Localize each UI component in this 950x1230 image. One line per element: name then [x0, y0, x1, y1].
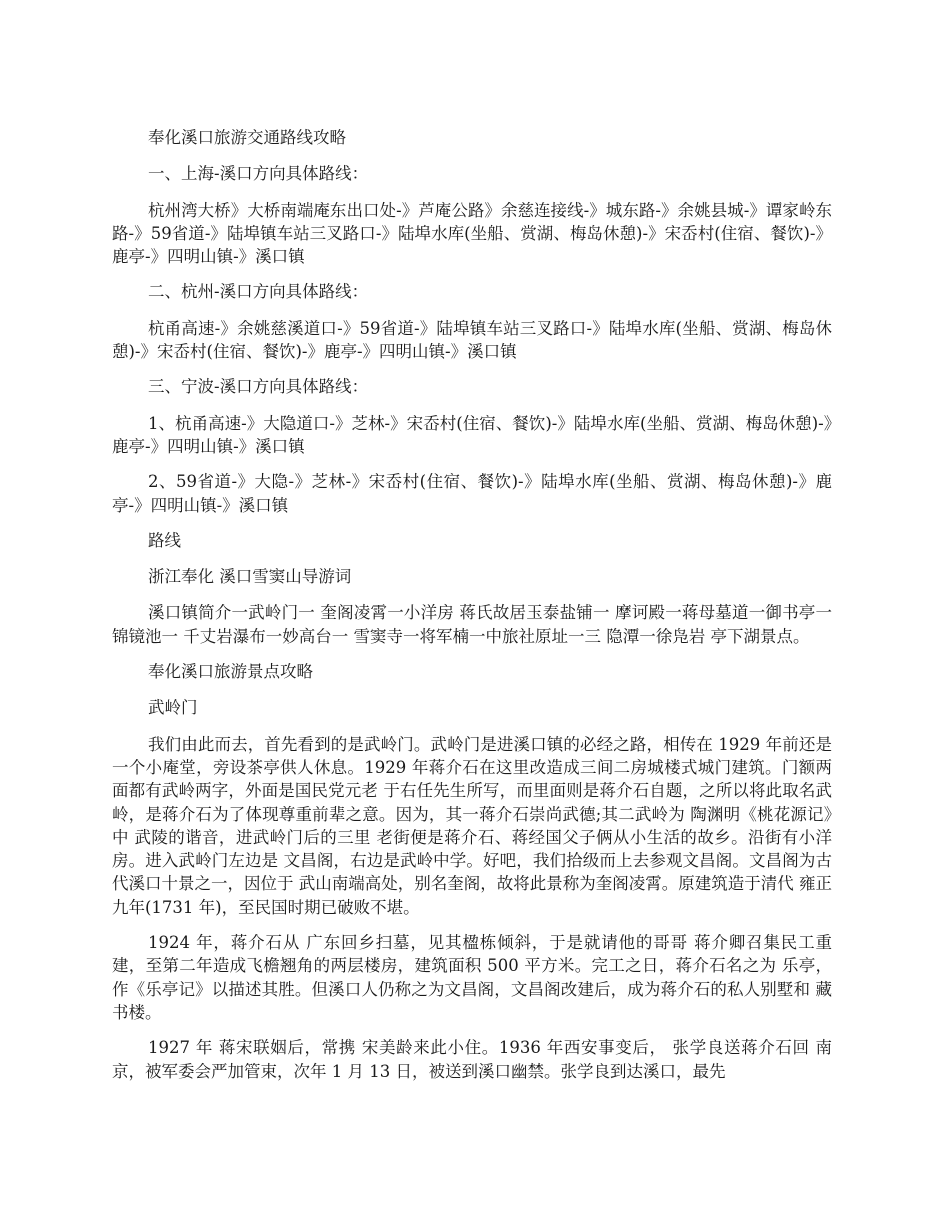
attractions-heading: 奉化溪口旅游景点攻略	[148, 662, 313, 682]
route-heading-shanghai: 一、上海-溪口方向具体路线：	[148, 164, 369, 184]
rebuild-1924-paragraph: 1924 年，蒋介石从 广东回乡扫墓，见其楹栋倾斜，于是就请他的哥哥 蒋介卿召集民工重建，至第二年造成飞檐翘角的两层楼房，建筑面积 500 平方米。完工之日，蒋介石名之为 乐亭，作《乐亭记》以描述其胜。但溪口人仍称之为文昌阁，文昌阁改建后，成为蒋介石的私人别墅和 藏书楼。	[112, 933, 832, 1022]
guide-title: 浙江奉化 溪口雪窦山导游词	[148, 567, 352, 587]
route-text-shanghai: 杭州湾大桥》大桥南端庵东出口处-》芦庵公路》余慈连接线-》城东路-》余姚县城-》谭家岭东路-》59省道-》陆埠镇车站三叉路口-》陆埠水库(坐船、赏湖、梅岛休憩)-》宋岙村(住宿、餐饮)-》鹿亭-》四明山镇-》溪口镇	[112, 200, 832, 267]
route-text-hangzhou: 杭甬高速-》余姚慈溪道口-》59省道-》陆埠镇车站三叉路口-》陆埠水库(坐船、赏湖、梅岛休憩)-》宋岙村(住宿、餐饮)-》鹿亭-》四明山镇-》溪口镇	[112, 318, 832, 362]
route-text-ningbo-2: 2、59省道-》大隐-》芝林-》宋岙村(住宿、餐饮)-》陆埠水库(坐船、赏湖、梅岛休憩)-》鹿亭-》四明山镇-》溪口镇	[112, 472, 832, 515]
section-label-route: 路线	[148, 530, 181, 550]
wulingmen-paragraph: 我们由此而去，首先看到的是武岭门。武岭门是进溪口镇的必经之路，相传在 1929 年前还是一个小庵堂，旁设茶亭供人休息。1929 年蒋介石在这里改造成三间二房城楼式城门建筑。门额两面都有武岭两字，外面是国民党元老 于右任先生所写，而里面则是蒋介石自题，之所以将此取名武岭，是蒋介石为了体现尊重前辈之意。因为，其一蒋介石崇尚武德;其二武岭为 陶渊明《桃花源记》中 武陵的谐音，进武岭门后的三里 老街便是蒋介石、蒋经国父子俩从小生活的故乡。沿街有小洋房。进入武岭门左边是 文昌阁，右边是武岭中学。好吧，我们拾级而上去参观文昌阁。文昌阁为古代溪口十景之一，因位于 武山南端高处，别名奎阁，故将此景称为奎阁凌霄。原建筑造于清代 雍正九年(1731 年)，至民国时期已破败不堪。	[112, 734, 832, 917]
document-title: 奉化溪口旅游交通路线攻略	[148, 128, 346, 147]
route-heading-hangzhou: 二、杭州-溪口方向具体路线：	[148, 282, 369, 302]
route-text-ningbo-1: 1、杭甬高速-》大隐道口-》芝林-》宋岙村(住宿、餐饮)-》陆埠水库(坐船、赏湖、梅岛休憩)-》鹿亭-》四明山镇-》溪口镇	[112, 413, 832, 456]
history-1927-paragraph: 1927 年 蒋宋联姻后，常携 宋美龄来此小住。1936 年西安事变后， 张学良送蒋介石回 南京，被军委会严加管束，次年 1 月 13 日，被送到溪口幽禁。张学良到达溪口，最先	[112, 1038, 832, 1081]
town-intro-paragraph: 溪口镇简介一武岭门一 奎阁凌霄一小洋房 蒋氏故居玉泰盐铺一 摩诃殿一蒋母墓道一御书亭一锦镜池一 千丈岩瀑布一妙高台一 雪窦寺一将军楠一中旅社原址一三 隐潭一徐凫岩 亭下湖景点。	[112, 603, 832, 646]
wulingmen-heading: 武岭门	[148, 698, 198, 718]
route-heading-ningbo: 三、宁波-溪口方向具体路线：	[148, 377, 369, 397]
document-body	[112, 126, 832, 1083]
